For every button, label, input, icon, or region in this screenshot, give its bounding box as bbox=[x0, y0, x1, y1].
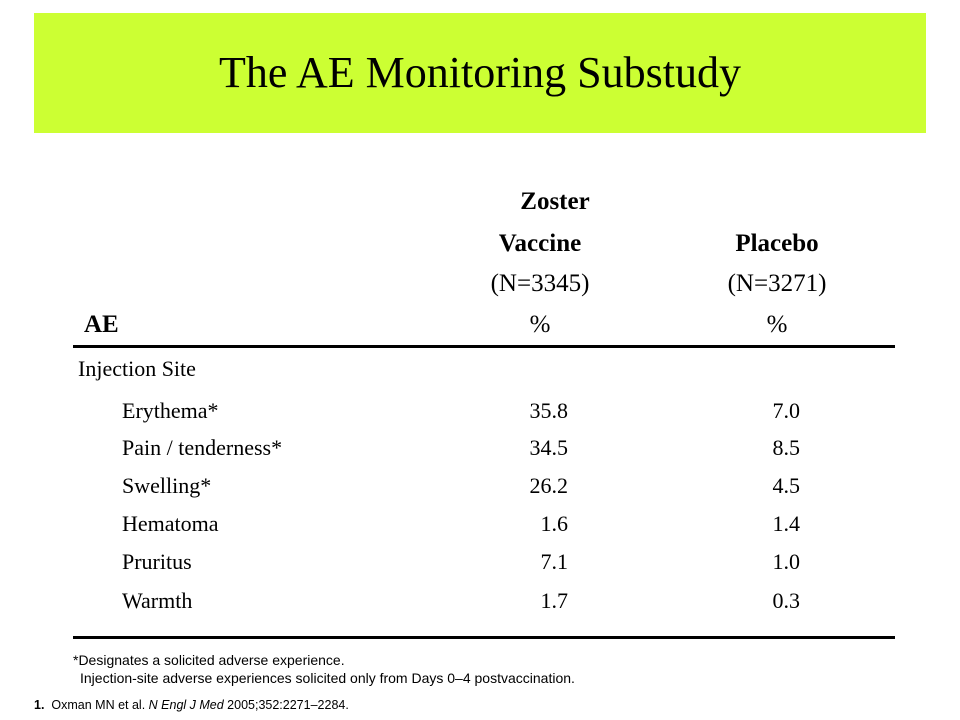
section-label: Injection Site bbox=[78, 356, 196, 381]
row-placebo-value: 1.4 bbox=[772, 511, 800, 536]
header-vaccine-line2: Vaccine bbox=[498, 230, 582, 257]
reference-number: 1. bbox=[34, 698, 45, 712]
reference-authors: Oxman MN et al. bbox=[51, 698, 146, 712]
header-ae: AE bbox=[84, 311, 119, 338]
row-label: Pruritus bbox=[122, 549, 192, 574]
header-placebo-n: (N=3271) bbox=[727, 270, 827, 297]
row-vaccine-value: 26.2 bbox=[529, 473, 568, 498]
header-vaccine-n: (N=3345) bbox=[490, 270, 590, 297]
row-placebo-value: 0.3 bbox=[772, 588, 800, 613]
row-label: Hematoma bbox=[122, 511, 219, 536]
row-vaccine-value: 7.1 bbox=[540, 549, 568, 574]
row-label: Warmth bbox=[122, 588, 193, 613]
row-vaccine-value: 1.7 bbox=[540, 588, 568, 613]
row-placebo-value: 4.5 bbox=[772, 473, 800, 498]
header-vaccine-unit: % bbox=[529, 311, 551, 338]
header-placebo-unit: % bbox=[766, 311, 788, 338]
row-label: Pain / tenderness* bbox=[122, 435, 283, 460]
row-placebo-value: 8.5 bbox=[772, 435, 800, 460]
slide-title: The AE Monitoring Substudy bbox=[219, 48, 741, 97]
header-placebo-line1: Placebo bbox=[735, 230, 819, 257]
row-placebo-value: 1.0 bbox=[772, 549, 800, 574]
row-vaccine-value: 1.6 bbox=[540, 511, 568, 536]
header-vaccine-line1: Zoster bbox=[520, 188, 590, 215]
row-placebo-value: 7.0 bbox=[772, 398, 800, 423]
table-bottom-rule bbox=[73, 636, 895, 639]
footnote-solicited: *Designates a solicited adverse experience. bbox=[73, 652, 345, 668]
row-label: Swelling* bbox=[122, 473, 212, 498]
footnote-injection-site: Injection-site adverse experiences solicited only from Days 0–4 postvaccination. bbox=[80, 670, 575, 686]
reference-details: 2005;352:2271–2284. bbox=[227, 698, 349, 712]
row-label: Erythema* bbox=[122, 398, 219, 423]
reference-journal: N Engl J Med bbox=[148, 698, 224, 712]
row-vaccine-value: 34.5 bbox=[529, 435, 568, 460]
row-vaccine-value: 35.8 bbox=[529, 398, 568, 423]
reference-citation bbox=[34, 697, 349, 713]
header-rule bbox=[73, 345, 895, 348]
